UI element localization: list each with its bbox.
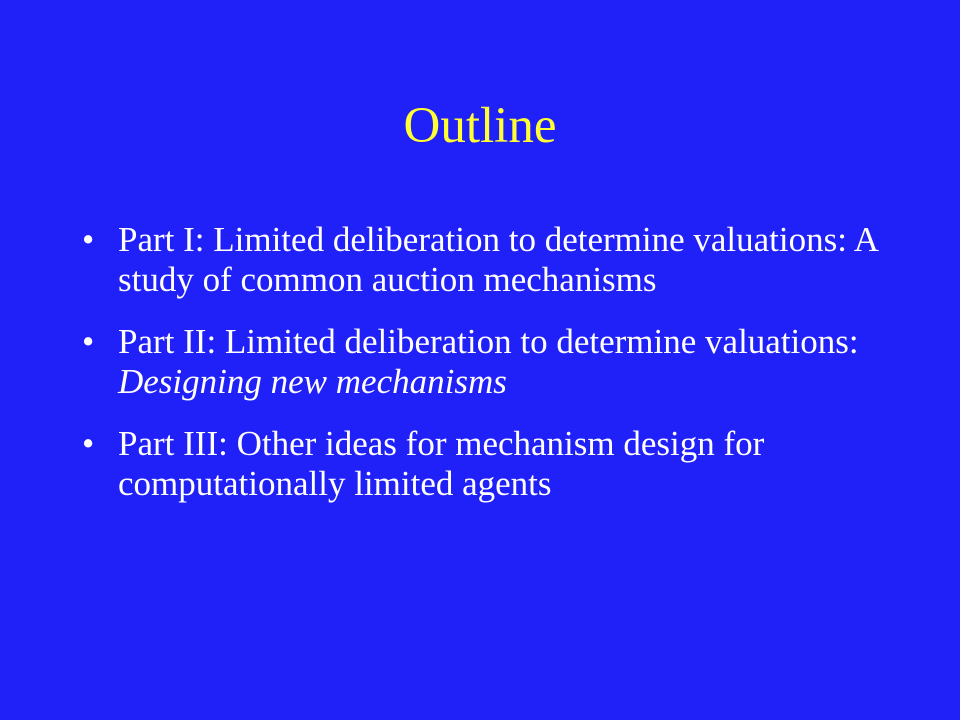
bullet-glyph: • (82, 220, 95, 259)
bullet-text: Part I: Limited deliberation to determine valuations: A study of common auction mechanisms (118, 220, 878, 299)
bullet-text: Part II: Limited deliberation to determine valuations: (118, 322, 859, 361)
bullet-glyph: • (82, 424, 95, 463)
bullet-text-emphasis: Designing new mechanisms (118, 362, 507, 401)
bullet-glyph: • (82, 322, 95, 361)
bullet-item-part-3 (78, 424, 918, 504)
bullet-item-part-1 (78, 220, 918, 300)
slide-title: Outline (403, 98, 557, 154)
bullet-item-part-2 (78, 322, 918, 402)
bullet-list (78, 220, 918, 526)
bullet-text: Part III: Other ideas for mechanism design for computationally limited agents (118, 424, 765, 503)
